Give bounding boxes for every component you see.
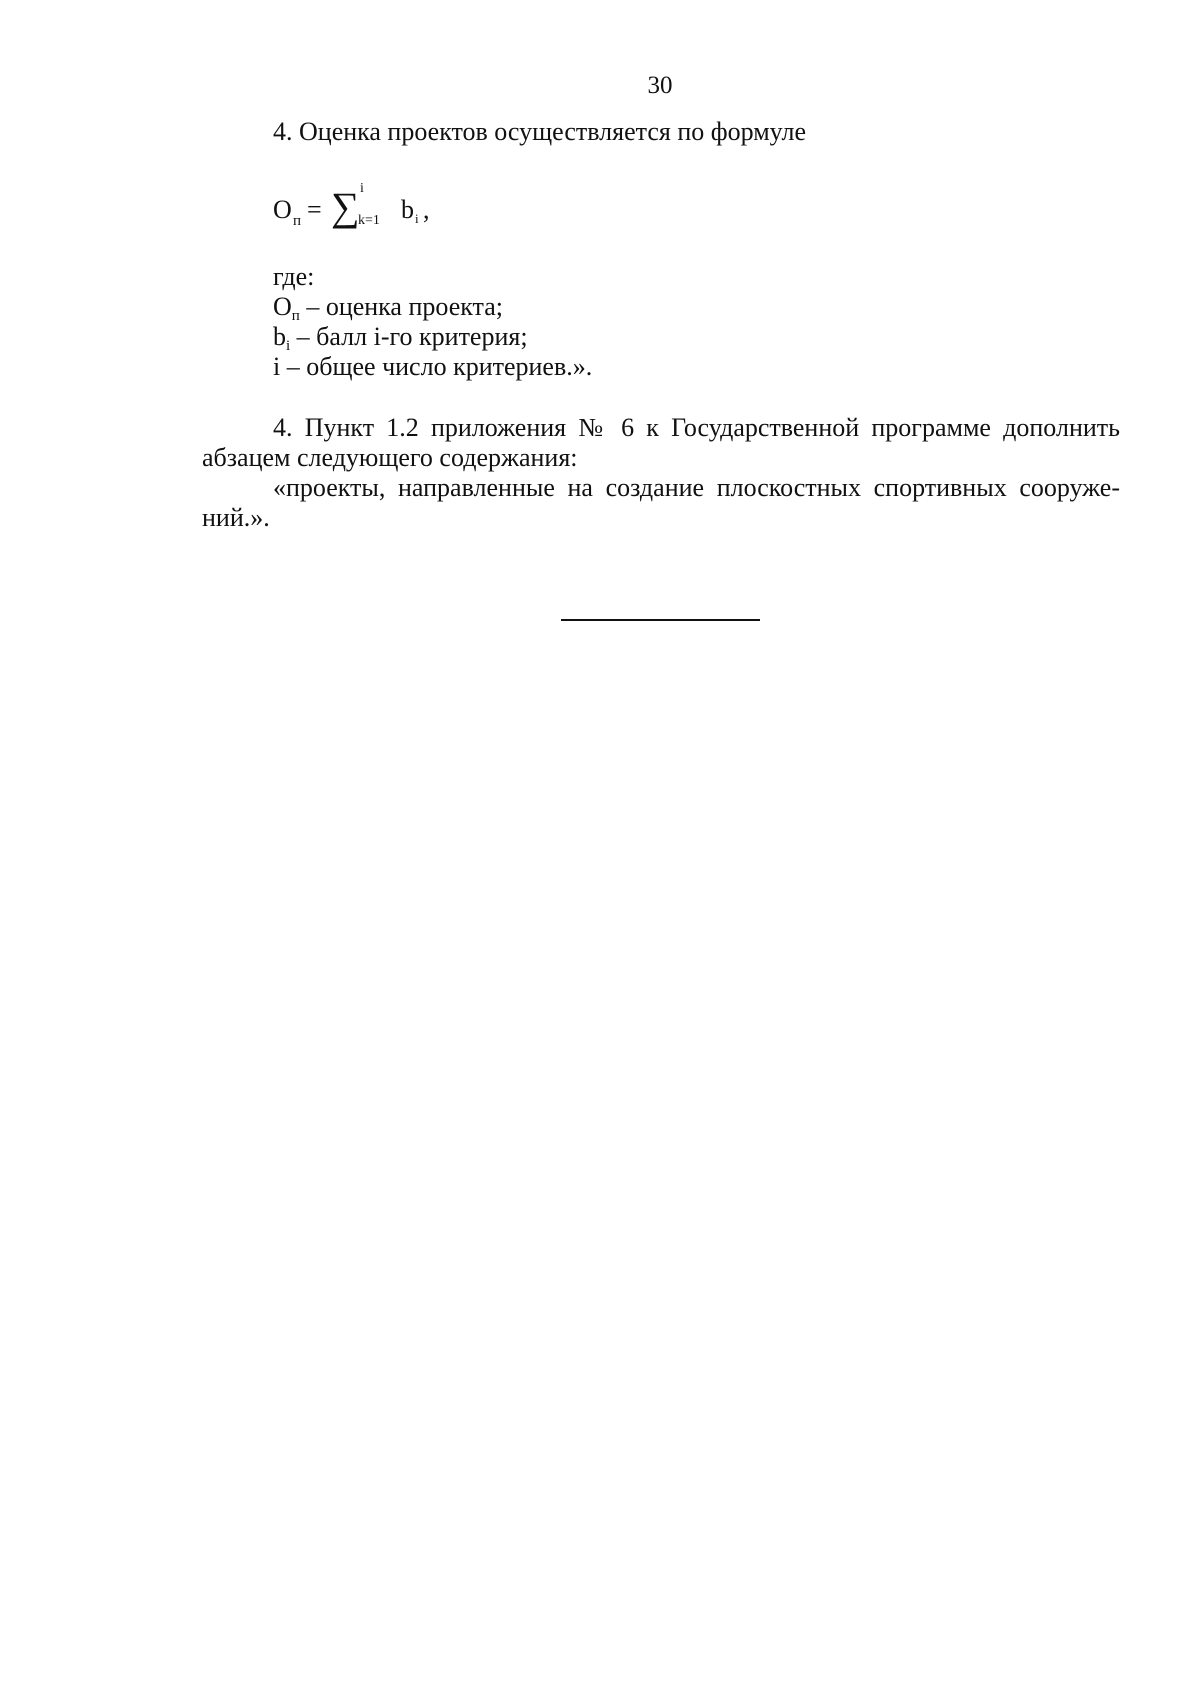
intro-paragraph: 4. Оценка проектов осуществляется по формуле [273, 117, 807, 146]
definition-subscript: п [291, 308, 300, 324]
summation-sign-icon: ∑ [331, 184, 360, 229]
formula-trailing-comma: , [423, 195, 430, 224]
sum-upper-limit: i [360, 181, 364, 196]
formula-equals: = [307, 195, 322, 224]
page-number: 30 [647, 72, 673, 99]
amendment-line: абзацем следующего содержания: [202, 443, 578, 472]
sum-lower-limit: k=1 [358, 213, 380, 228]
quoted-line: «проекты, направленные на создание плоскостных спортивных сооруже- [273, 473, 1120, 502]
formula-lhs-subscript: п [293, 213, 302, 229]
formula-term: b [401, 195, 414, 224]
definition-symbol: О [273, 292, 292, 321]
formula [273, 183, 473, 233]
closing-rule [561, 619, 760, 621]
formula-lhs-symbol: О [273, 195, 292, 224]
formula-term-subscript: i [415, 211, 419, 226]
definition-text: – общее число критериев.». [280, 352, 593, 381]
definition-row [273, 352, 592, 382]
where-label: где: [273, 262, 315, 291]
quoted-line: ний.». [202, 503, 270, 532]
definition-symbol: i [273, 352, 281, 381]
definition-symbol: b [273, 322, 286, 351]
amendment-line: 4. Пункт 1.2 приложения № 6 к Государственной программе дополнить [273, 413, 1120, 442]
definition-text: – балл i-го критерия; [290, 322, 528, 351]
definition-subscript: i [286, 338, 291, 354]
definition-text: – оценка проекта; [299, 292, 503, 321]
